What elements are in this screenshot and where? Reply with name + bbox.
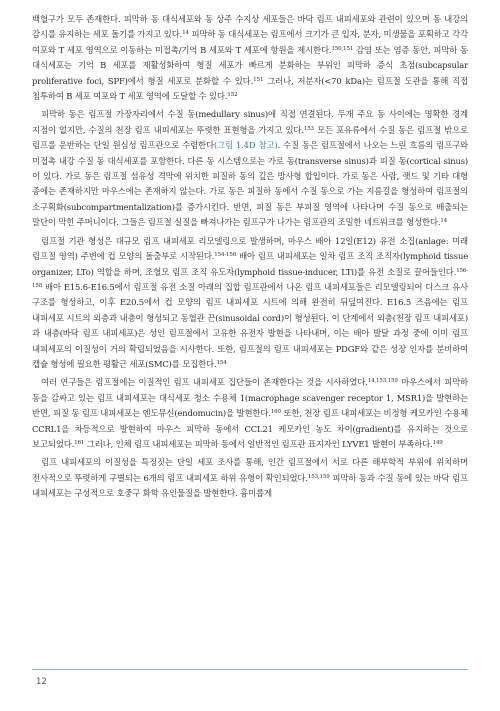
citation-superscript: 156-158 [32,267,468,289]
citation-superscript: 151 [253,76,264,83]
footer-rule [32,669,468,670]
citation-superscript: 153 [303,125,314,132]
figure-reference-link[interactable]: (그림 1.4D 참고) [213,140,278,151]
citation-superscript: 161 [74,439,85,446]
paragraph-text: 피막하 동과 수질 동에 있는 바닥 림프 내피세포는 구성적으로 호중구 화학 유인물질을 발현한다. 흉미롭게 [32,472,468,499]
citation-superscript: 153,159 [307,473,330,480]
paragraph-text: 그러나, 인체 림프 내피세포는 피막하 동에서 일반적인 림프관 표지자인 LYVE1 발현이 부족하다. [84,438,433,449]
citation-superscript: 14,153,159 [367,378,398,385]
paragraph [32,375,468,452]
citation-superscript: 154-156 [214,252,237,259]
citation-superscript: 160 [270,409,281,416]
paragraph-text: 배아 E15.6-E16.5에서 림프절 유전 소질 아래의 집합 림프관에서 나온 림프 내피세포들은 리모델링되어 디스크 유사 구조를 형성하고, 이후 E20.5에서 컵 모양의 림프 내피세포 시트에 의해 완전히 뒤덮여진다. E16.5 즈음에는 림프 내피세포 시트의 외층과 내층이 형성되고 동혈관 끈(sinusoidal cord)이 형성된다. 이 단계에서 외층(천장 림프 내피세포)과 내층(바닥 림프 내피세포)은 성인 림프절에서 고유한 유전자 발현을 나타내며, 이는 배아 발달 과정 중에 이미 림프 내피세포의 이질성이 거의 확립되었음을 시사한다. 또한, 림프절의 림프 내피세포는 PDGF와 같은 성장 인자를 분비하여 캡슐 형성에 필요한 평활근 세포(SMC)를 모집한다. [32,281,468,369]
paragraph [32,455,468,501]
paragraph [32,234,468,373]
citation-superscript: 14 [182,30,189,37]
citation-superscript: 14 [440,218,448,225]
paragraph-text: 백혈구가 모두 존재한다. 피막하 동 대식세포와 동 상주 수지상 세포들은 바닥 림프 내피세포와 관련이 있으며 동 내강의 감시를 유지하는 세포 돌기를 가지고 있다. [32,14,468,40]
paragraph [32,107,468,230]
body-text [32,12,468,505]
paragraph-text: 모든 포유류에서 수질 동은 림프절 밖으로 림프를 운반하는 단일 원심성 림프관으로 수렴한다 [32,124,468,151]
citation-superscript: 152 [227,92,238,99]
paragraph-text: 마우스에서 피막하 동을 감싸고 있는 림프 내피세포는 대식세포 청소 수용체 1(macrophage scavenger receptor 1, MSR1)을 발현하는 반면, 피질 동 림프 내피세포는 엔도뮤신(endomucin)을 발현한다. [32,377,468,419]
paragraph-text: 그러나, 저분자(<70 kDa)는 림프절 도관을 통해 직접 침투하여 B 세포 여포와 T 세포 영역에 도달할 수 있다. [32,75,468,102]
page-number: 12 [36,677,47,687]
paragraph-text: 피막하 동은 림프절 가장자리에서 수질 동(medullary sinus)에 직접 연결된다. 두개 주요 동 사이에는 명확한 경계 지점이 없지만, 수질의 천장 림프 내피세포는 뚜렷한 표현형을 가지고 있다. [32,109,468,135]
paragraph-text: 림프절 기관 형성은 대규모 림프 내피세포 리모델링으로 발생하며, 마우스 배아 12일(E12) 유전 소집(anlage: 미래 림프절 영역) 주변에 컵 모양의 돌출부로 시작된다. [32,235,468,262]
paragraph [32,12,468,104]
paragraph-text: 피막하 동 대식세포는 림프에서 크기가 큰 입자, 분자, 미생물을 포획하고 각각 여포와 T 세포 영역으로 이동하는 미접촉/기억 B 세포와 T 세포에 항원을 제시한다. [32,29,469,55]
paragraph-text: . 수질 동은 림프절에서 나오는 느린 흐름의 림프구와 미접촉 내강 수질 동 대식세포를 포함한다. 다른 동 시스템으로는 가로 동(transverse sinus)과 피질 동(cortical sinus)이 있다. 가로 동은 림프절 섬유성 격막에 위치한 피질하 동의 깊은 방사형 합입이다. 가로 동은 사람, 랫드 및 기타 대형 종에는 존재하지만 마우스에는 존재하지 않는다. 가로 동은 피질하 동에서 수질 동으로 가는 지름길을 형성하여 림프절의 소구획화(subcompartmentalization)를 증가시킨다. 반면, 피질 동은 부피질 영역에 나타나며 수질 동으로 배출되는 말단이 막힌 주머니이다. 그들은 림프절 실질을 빠져나가는 림프구가 나가는 림프관의 조밀한 네트워크를 형성한다. [32,140,468,228]
paragraph-text: 감염 또는 염증 동안, 피막하 동 대식세포는 기억 B 세포를 재활성화하여 형질 세포가 빠르게 분화하는 부위인 피막하 증식 초점(subcapsular proliferative foci, SPF)에서 형질 세포로 분화할 수 있다. [32,44,468,86]
paragraph-text: 여러 연구들은 림프절에는 이질적인 림프 내피세포 집단들이 존재한다는 것을 시사하였다. [41,377,368,388]
paragraph-text: 림프 내피세포의 이질성을 특징짓는 단일 세포 조사를 통해, 인간 림프절에서 서로 다른 해부학적 부위에 위치하며 전사적으로 뚜렷하게 구별되는 6개의 림프 내피세포 하위 유형이 확인되었다. [32,457,468,483]
paragraph-text: 배아 림프 내피세포는 일차 림프 조직 조직자(lymphoid tissue organizer, LTo) 역할을 하며, 조혈모 림프 조직 유도자(lymphoid tissue-inducer, LTi)를 유전 소질로 끌어들인다. [32,251,468,277]
citation-superscript: 154 [216,359,227,366]
citation-superscript: 149 [432,439,443,446]
citation-superscript: 150,151 [331,45,354,52]
paragraph-text: 또한, 천장 림프 내피세포는 비정형 케모카인 수용체 CCRL1을 차등적으로 발현하여 마우스 피막하 동에서 CCL21 케모카인 농도 차이(gradient)를 유지하는 것으로 보고되었다. [32,408,469,449]
